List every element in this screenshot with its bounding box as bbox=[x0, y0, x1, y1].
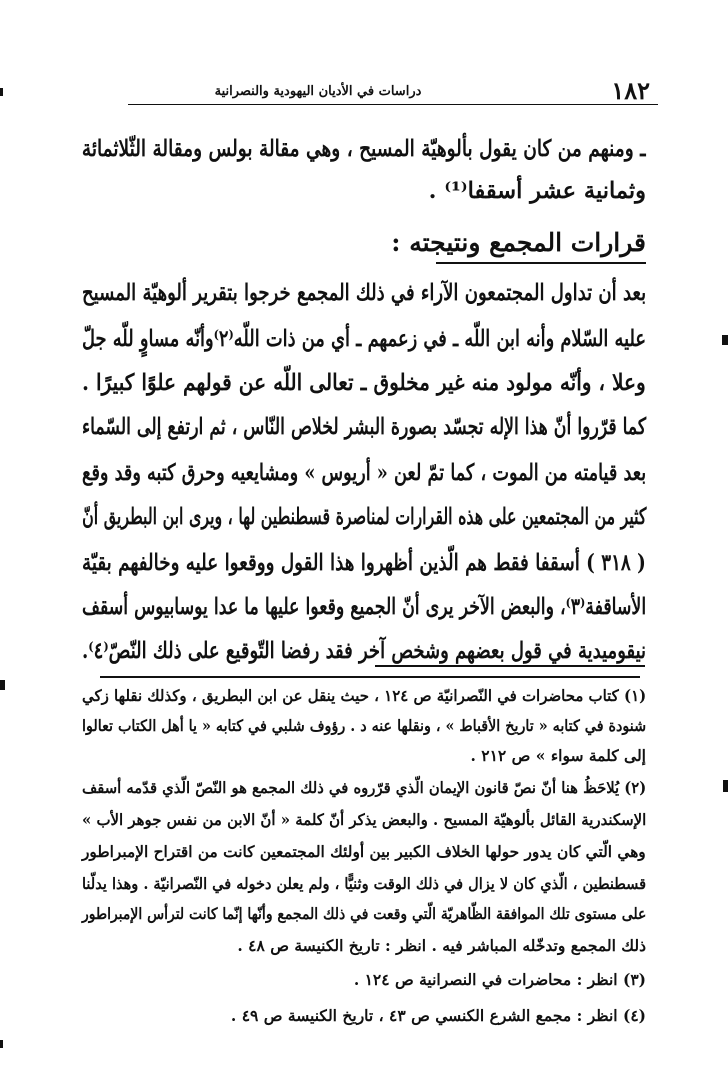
body-line: وثمانية عشر أسقفا⁽¹⁾ . bbox=[428, 178, 646, 204]
running-header bbox=[128, 76, 658, 105]
body-line: نيقوميدية في قول بعضهم وشخص آخر فقد رفضا التّوقيع على ذلك النّصّ⁽٤⁾. bbox=[81, 638, 646, 664]
body-line: عليه السّلام وأنه ابن اللّه ـ في زعمهم ـ أي من ذات اللّه⁽٢⁾وأنّه مساوٍ للّه جلّ bbox=[82, 326, 647, 352]
running-title: دراسات في الأديان اليهودية والنصرانية bbox=[214, 84, 422, 99]
page-number: ١٨٢ bbox=[611, 76, 650, 105]
footnote-line: إلى كلمة سواء » ص ٢١٢ . bbox=[470, 746, 646, 765]
section-heading: قرارات المجمع ونتيجته : bbox=[391, 228, 646, 257]
body-line: ـ ومنهم من كان يقول بألوهيّة المسيح ، وهي مقالة بولس ومقالة الثّلاثمائة bbox=[82, 136, 646, 162]
footnote-line: ذلك المجمع وتدخّله المباشر فيه . انظر : تاريخ الكنيسة ص ٤٨ . bbox=[237, 936, 646, 955]
body-line: كما قرّروا أنّ هذا الإله تجسّد بصورة البشر لخلاص النّاس ، ثم ارتفع إلى السّماء bbox=[81, 414, 646, 440]
footnote-line: (١) كتاب محاضرات في النّصرانيّة ص ١٢٤ ، حيث ينقل عن ابن البطريق ، وكذلك نقلها زكي bbox=[81, 686, 646, 705]
footnote-rule bbox=[100, 676, 640, 678]
body-line: الأساقفة⁽٣⁾، والبعض الآخر يرى أنّ الجميع وقعوا عليها ما عدا يوسابيوس أسقف bbox=[81, 594, 646, 620]
footnote-line: قسطنطين ، الّذي كان لا يزال في ذلك الوقت وثنيًّا ، ولم يعلن دخوله في النّصرانيّة . وهذا يدلّنا bbox=[81, 874, 646, 893]
body-line: بعد أن تداول المجتمعون الآراء في ذلك المجمع خرجوا بتقرير ألوهيّة المسيح bbox=[81, 280, 646, 306]
footnote-line: شنودة في كتابه « تاريخ الأقباط » ، ونقلها عنه د . رؤوف شلبي في كتابه « يا أهل الكتاب تعالوا bbox=[81, 716, 646, 735]
scan-edge-mark bbox=[0, 1040, 3, 1048]
body-line: وعلا ، وأنّه مولود منه غير مخلوق ـ تعالى اللّه عن قولهم علوًا كبيرًا . bbox=[82, 370, 646, 396]
body-line: ( ٣١٨ ) أسقفا فقط هم الّذين أظهروا هذا القول ووقعوا عليه وخالفهم بقيّة bbox=[82, 550, 646, 576]
heading-underline bbox=[436, 262, 646, 264]
text-underline bbox=[375, 665, 645, 667]
footnote-line: (٤) انظر : مجمع الشرع الكنسي ص ٤٣ ، تاريخ الكنيسة ص ٤٩ . bbox=[230, 1006, 646, 1025]
footnote-line: (٢) يُلاحَظُ هنا أنّ نصّ قانون الإيمان الّذي قرّروه في ذلك المجمع هو النّصّ الّذي قدّمه أسقف bbox=[81, 778, 646, 797]
scan-edge-mark bbox=[722, 335, 728, 345]
footnote-line: على مستوى تلك الموافقة الظّاهريّة الّتي وقعت في ذلك المجمع وأنّها إنّما كانت لترأس الإمبراطور bbox=[81, 904, 646, 923]
body-line: بعد قيامته من الموت ، كما تمّ لعن « أريوس » ومشايعيه وحرق كتبه وقد وقع bbox=[81, 460, 646, 486]
footnote-line: وهي الّتي كان يدور حولها الخلاف الكبير بين أولئك المجتمعين كانت من اقتراح الإمبراطور bbox=[82, 842, 646, 861]
scan-edge-mark bbox=[723, 780, 728, 792]
scan-edge-mark bbox=[0, 680, 5, 690]
body-line: كثير من المجتمعين على هذه القرارات لمناصرة قسطنطين لها ، ويرى ابن البطريق أنّ bbox=[81, 504, 646, 530]
footnote-line: (٣) انظر : محاضرات في النصرانية ص ١٢٤ . bbox=[353, 970, 646, 989]
scan-edge-mark bbox=[0, 88, 3, 96]
footnote-line: الإسكندرية القائل بألوهيّة المسيح . والبعض يذكر أنّ كلمة « أنّ الابن من نفس جوهر الأب » bbox=[81, 810, 646, 829]
